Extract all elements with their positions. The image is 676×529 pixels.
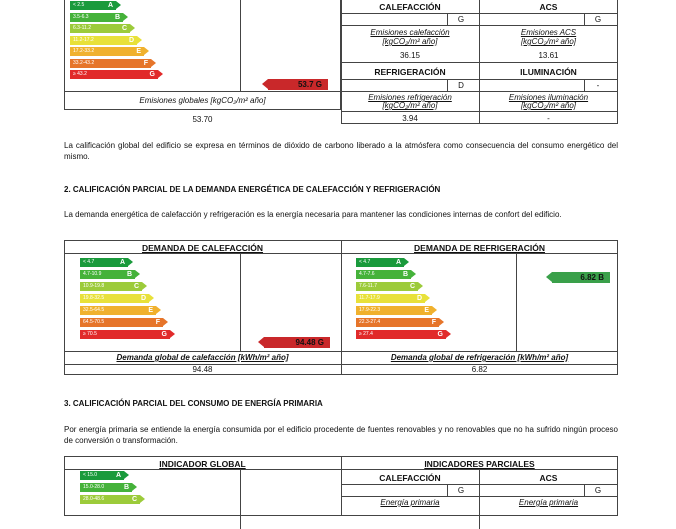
scale-letter: A xyxy=(115,472,121,479)
primary-acs-letter: G xyxy=(594,486,602,495)
section-3-title: 3. CALIFICACIÓN PARCIAL DEL CONSUMO DE ENERGÍA PRIMARIA xyxy=(64,399,323,408)
heat-demand-indicator xyxy=(264,337,330,348)
refrig-letter: D xyxy=(458,81,464,90)
cool-demand-label: Demanda global de refrigeración [kWh/m² año] xyxy=(390,353,569,362)
scale-range: 4.7-7.6 xyxy=(359,271,375,277)
scale-range: 19.8-32.5 xyxy=(83,295,105,301)
scale-range: 11.2-17.2 xyxy=(73,36,94,43)
em-ref-label-2: [kgCO₂/m² año] xyxy=(382,101,438,110)
scale-letter: B xyxy=(126,271,132,278)
divider xyxy=(64,91,341,92)
scale-bar-c xyxy=(356,282,418,291)
scale-letter: C xyxy=(133,283,139,290)
em-acs-value: 13.61 xyxy=(538,51,559,60)
scale-bar-e xyxy=(70,47,144,56)
cool-demand-value: 6.82 xyxy=(471,365,488,374)
divider xyxy=(341,79,618,80)
divider xyxy=(341,13,618,14)
scale-letter: F xyxy=(431,319,436,326)
scale-range: 6.3-11.2 xyxy=(73,25,91,31)
scale-range: < 4.7 xyxy=(83,259,95,265)
scale-bar-b xyxy=(356,270,411,279)
divider xyxy=(447,79,448,91)
em-cal-label-1: Emisiones calefacción xyxy=(370,28,450,37)
acs-letter: G xyxy=(594,15,602,24)
scale-letter: C xyxy=(131,496,137,503)
scale-range: 32.5-64.5 xyxy=(83,307,105,313)
scale-range: 17.9-22.3 xyxy=(359,307,381,313)
cool-demand-indicator-text: 6.82 B xyxy=(580,273,604,282)
scale-bar-f xyxy=(80,318,163,327)
scale-range: ≥ 43.2 xyxy=(73,71,87,77)
primary-acs-label: Energía primaria xyxy=(518,498,579,507)
paragraph-demand: La demanda energética de calefacción y refrigeración es la energía necesaria para mantener las condiciones internas de confort del edificio. xyxy=(64,210,562,219)
em-acs-label-1: Emisiones ACS xyxy=(520,28,577,37)
scale-letter: G xyxy=(161,331,167,338)
em-acs-label-2: [kgCO₂/m² año] xyxy=(520,37,577,46)
scale-letter: G xyxy=(437,331,443,338)
scale-bar-c xyxy=(80,495,140,504)
scale-letter: D xyxy=(140,295,146,302)
scale-range: < 15.0 xyxy=(83,472,98,478)
divider xyxy=(516,253,517,351)
divider xyxy=(240,253,241,351)
scale-range: 28.0-48.6 xyxy=(83,496,105,502)
divider xyxy=(447,13,448,25)
scale-bar-f xyxy=(356,318,439,327)
scale-letter: B xyxy=(114,13,120,21)
scale-range: ≥ 27.4 xyxy=(359,331,373,337)
divider xyxy=(584,484,585,496)
divider xyxy=(341,496,618,497)
heat-demand-header: DEMANDA DE CALEFACCIÓN xyxy=(141,243,264,253)
calefaccion-header: CALEFACCIÓN xyxy=(379,2,441,12)
heat-demand-indicator-text: 94.48 G xyxy=(295,338,324,347)
divider xyxy=(64,351,618,352)
acs-header: ACS xyxy=(539,2,558,12)
scale-bar-a xyxy=(356,258,404,267)
scale-letter: G xyxy=(149,71,155,78)
refrig-header: REFRIGERACIÓN xyxy=(374,67,446,77)
scale-bar-b xyxy=(70,13,123,22)
scale-letter: C xyxy=(409,283,415,290)
scale-bar-d xyxy=(80,294,149,303)
scale-letter: B xyxy=(123,484,129,491)
divider xyxy=(341,25,618,26)
primary-cal-header: CALEFACCIÓN xyxy=(379,473,441,483)
scale-range: 17.2-33.2 xyxy=(73,48,95,54)
scale-letter: E xyxy=(148,307,153,314)
global-emissions-label: Emisiones globales [kgCO₂/m² año] xyxy=(139,96,266,105)
scale-range: < 2.5 xyxy=(73,2,85,8)
calefaccion-letter: G xyxy=(457,15,465,24)
scale-bar-e xyxy=(356,306,432,315)
divider xyxy=(584,13,585,25)
scale-range: 7.6-11.7 xyxy=(359,283,377,289)
em-cal-value: 36.15 xyxy=(399,51,421,60)
scale-range: 22.3-27.4 xyxy=(359,319,381,325)
scale-bar-a xyxy=(70,1,116,10)
divider xyxy=(447,484,448,496)
primary-acs-header: ACS xyxy=(539,473,558,483)
scale-bar-c xyxy=(70,24,130,33)
scale-range: 15.0-28.0 xyxy=(83,484,105,490)
scale-letter: D xyxy=(128,36,134,44)
divider xyxy=(240,0,241,91)
emissions-indicator-text: 53.7 G xyxy=(297,80,322,89)
scale-letter: A xyxy=(107,2,113,9)
scale-letter: E xyxy=(424,307,429,314)
scale-range: ≥ 70.5 xyxy=(83,331,97,337)
scale-bar-b xyxy=(80,483,132,492)
scale-range: 33.2-43.2 xyxy=(73,59,95,66)
divider xyxy=(64,253,618,254)
divider xyxy=(341,62,618,63)
em-ref-label-1: Emisiones refrigeración xyxy=(368,93,452,102)
scale-bar-f xyxy=(70,59,151,68)
global-emissions-value: 53.70 xyxy=(192,115,213,124)
scale-range: 10.9-19.8 xyxy=(83,283,105,289)
scale-bar-b xyxy=(80,270,135,279)
scale-letter: F xyxy=(155,319,160,326)
heat-demand-value: 94.48 xyxy=(192,365,213,374)
scale-range: < 4.7 xyxy=(359,259,371,265)
scale-range: 64.5-70.5 xyxy=(83,319,105,325)
scale-letter: A xyxy=(395,259,401,266)
heat-demand-label: Demanda global de calefacción [kWh/m² año] xyxy=(116,353,289,362)
primary-cal-letter: G xyxy=(457,486,465,495)
global-indicator-header: INDICADOR GLOBAL xyxy=(159,459,246,469)
em-ilum-label-2: [kgCO₂/m² año] xyxy=(520,101,577,110)
scale-range: 4.7-10.9 xyxy=(83,271,102,277)
scale-range: 11.7-17.9 xyxy=(359,295,380,301)
primary-cal-label: Energía primaria xyxy=(380,498,440,507)
paragraph-primary: Por energía primaria se entiende la energía consumida por el edificio procedente de fuentes renovables y no renovables que no ha sufrido ningún proceso de conversión o transformación. xyxy=(64,425,618,445)
paragraph-global: La calificación global del edificio se expresa en términos de dióxido de carbono liberado a la atmósfera como consecuencia del consumo energético del mismo. xyxy=(64,141,618,161)
scale-bar-e xyxy=(80,306,156,315)
scale-letter: C xyxy=(121,25,127,32)
scale-bar-d xyxy=(70,36,137,45)
scale-bar-g xyxy=(356,330,446,339)
ilum-letter: - xyxy=(596,81,600,90)
partial-indicators-header: INDICADORES PARCIALES xyxy=(424,459,535,469)
section-2-title: 2. CALIFICACIÓN PARCIAL DE LA DEMANDA ENERGÉTICA DE CALEFACCIÓN Y REFRIGERACIÓN xyxy=(64,185,441,194)
divider xyxy=(341,484,618,485)
divider xyxy=(584,79,585,91)
scale-bar-g xyxy=(80,330,170,339)
emissions-indicator xyxy=(268,79,328,90)
scale-range: 3.5-6.3 xyxy=(73,13,89,20)
divider xyxy=(240,469,241,529)
em-ilum-label-1: Emisiones iluminación xyxy=(508,93,589,102)
scale-bar-a xyxy=(80,258,128,267)
divider xyxy=(341,91,618,92)
scale-letter: F xyxy=(143,59,148,67)
scale-letter: D xyxy=(416,295,422,302)
scale-letter: B xyxy=(402,271,408,278)
em-ilum-value: - xyxy=(547,114,550,123)
scale-bar-a xyxy=(80,471,124,480)
scale-letter: E xyxy=(136,48,141,55)
ilum-header: ILUMINACIÓN xyxy=(520,67,577,77)
divider xyxy=(341,111,618,112)
scale-bar-d xyxy=(356,294,425,303)
scale-letter: A xyxy=(119,259,125,266)
scale-bar-g xyxy=(70,70,158,79)
scale-bar-c xyxy=(80,282,142,291)
cool-demand-indicator xyxy=(552,272,610,283)
cool-demand-header: DEMANDA DE REFRIGERACIÓN xyxy=(414,243,545,253)
divider xyxy=(64,469,618,470)
em-cal-label-2: [kgCO₂/m² año] xyxy=(382,37,438,46)
em-ref-value: 3.94 xyxy=(402,114,418,123)
